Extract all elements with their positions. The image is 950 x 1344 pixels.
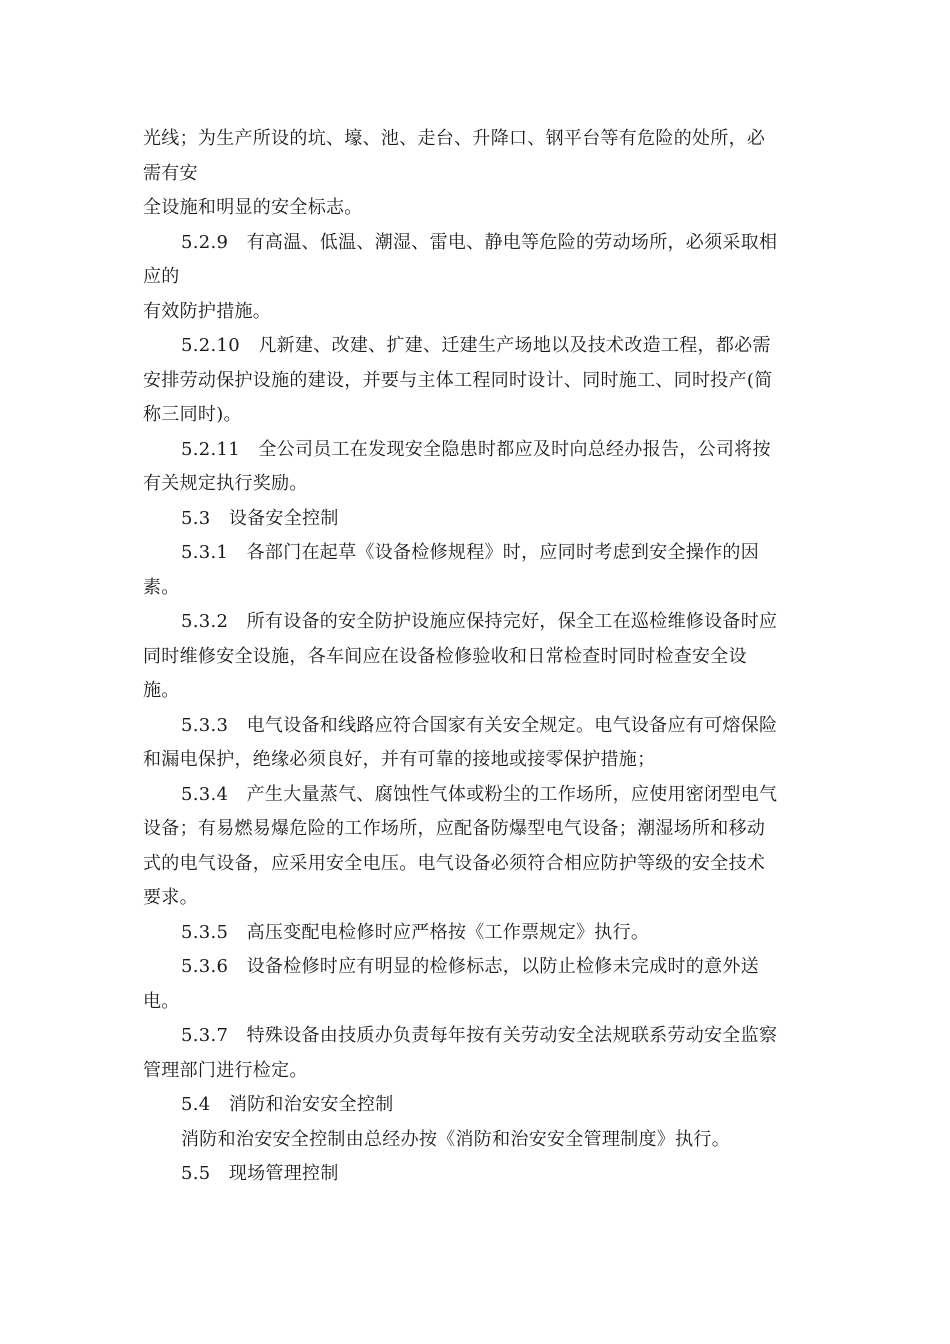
text-line: 电。: [143, 990, 180, 1012]
clause-5-3-4: 5.3.4 产生大量蒸气、腐蚀性气体或粉尘的工作场所，应使用密闭型电气: [181, 783, 778, 805]
clause-5-3-3: 5.3.3 电气设备和线路应符合国家有关安全规定。电气设备应有可熔保险: [181, 714, 778, 736]
clause-5-2-11: 5.2.11 全公司员工在发现安全隐患时都应及时向总经办报告，公司将按: [181, 438, 771, 460]
text-line: 全设施和明显的安全标志。: [143, 197, 363, 218]
section-5-5-heading: 5.5 现场管理控制: [181, 1163, 339, 1184]
section-5-3-heading: 5.3 设备安全控制: [181, 507, 339, 529]
text-line: 有效防护措施。: [143, 300, 272, 322]
text-line: 安排劳动保护设施的建设，并要与主体工程同时设计、同时施工、同时投产(简: [143, 369, 773, 391]
clause-5-3-7: 5.3.7 特殊设备由技质办负责每年按有关劳动安全法规联系劳动安全监察: [181, 1025, 778, 1046]
text-line: 施。: [143, 680, 180, 701]
text-line: 光线；为生产所设的坑、壕、池、走台、升降口、钢平台等有危险的处所，必: [143, 128, 766, 149]
text-line: 同时维修安全设施，各车间应在设备检修验收和日常检查时同时检查安全设: [143, 645, 747, 667]
clause-5-3-6: 5.3.6 设备检修时应有明显的检修标志，以防止检修未完成时的意外送: [181, 956, 759, 977]
text-line: 素。: [143, 576, 180, 598]
text-line: 需有安: [143, 162, 198, 184]
clause-5-2-10: 5.2.10 凡新建、改建、扩建、迁建生产场地以及技术改造工程，都必需: [181, 335, 771, 356]
text-line: 和漏电保护，绝缘必须良好，并有可靠的接地或接零保护措施；: [143, 749, 656, 770]
clause-5-3-1: 5.3.1 各部门在起草《设备检修规程》时，应同时考虑到安全操作的因: [181, 542, 759, 563]
text-line: 有关规定执行奖励。: [143, 473, 308, 494]
text-line: 设备；有易燃易爆危险的工作场所，应配备防爆型电气设备；潮湿场所和移动: [143, 818, 766, 839]
text-line: 要求。: [143, 887, 198, 908]
clause-5-3-2: 5.3.2 所有设备的安全防护设施应保持完好，保全工在巡检维修设备时应: [181, 611, 778, 632]
text-line: 称三同时)。: [143, 404, 242, 425]
clause-5-3-5: 5.3.5 高压变配电检修时应严格按《工作票规定》执行。: [181, 921, 650, 943]
document-body: [143, 122, 813, 1192]
section-5-4-body: 消防和治安安全控制由总经办按《消防和治安安全管理制度》执行。: [181, 1128, 730, 1150]
text-line: 式的电气设备，应采用安全电压。电气设备必须符合相应防护等级的安全技术: [143, 852, 766, 874]
text-line: 管理部门进行检定。: [143, 1059, 308, 1081]
text-line: 应的: [143, 266, 180, 287]
section-5-4-heading: 5.4 消防和治安安全控制: [181, 1094, 394, 1115]
clause-5-2-9: 5.2.9 有高温、低温、潮湿、雷电、静电等危险的劳动场所，必须采取相: [181, 231, 778, 253]
